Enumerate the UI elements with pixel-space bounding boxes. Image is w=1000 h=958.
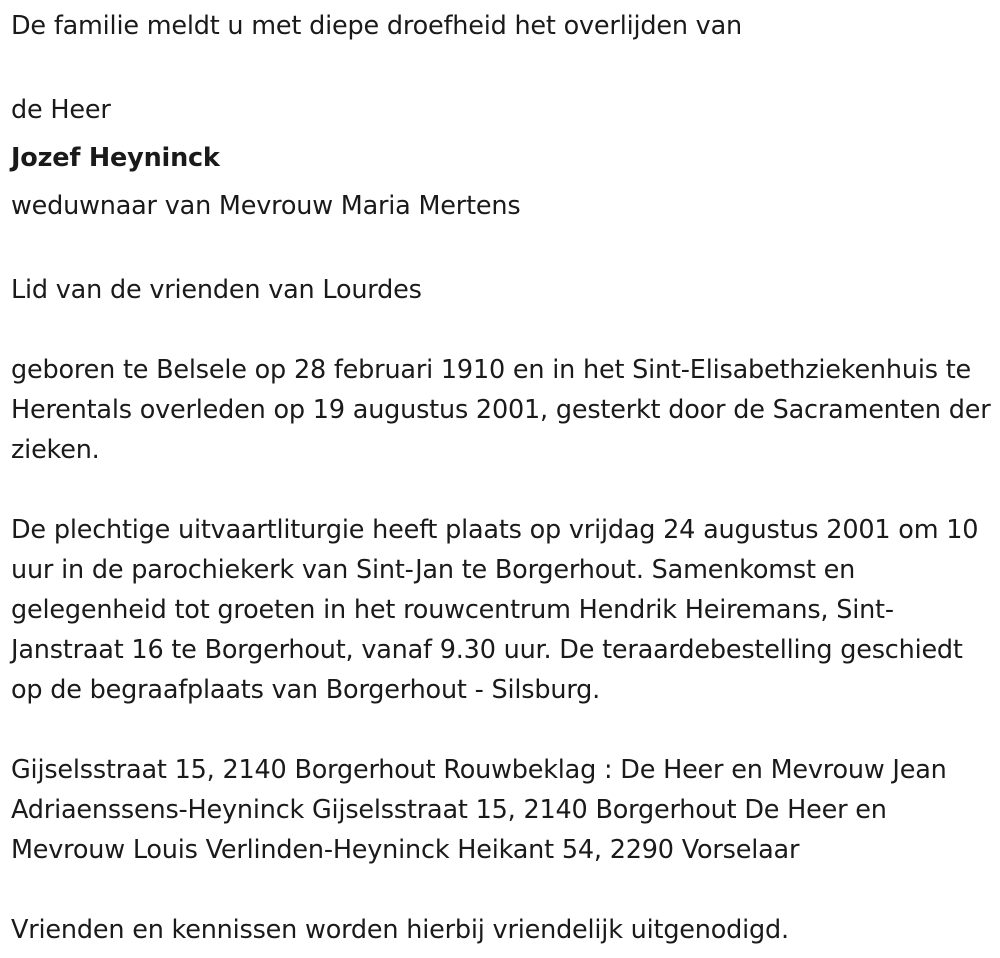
spacer xyxy=(11,310,996,350)
funeral-paragraph: De plechtige uitvaartliturgie heeft plaats op vrijdag 24 augustus 2001 om 10 uur in de parochiekerk van Sint-Jan te Borgerhout. Samenkomst en gelegenheid tot groeten in het rouwcentrum Hendrik Heiremans, Sint-Janstraat 16 te Borgerhout, vanaf 9.30 uur. De teraardebestelling geschiedt op de begraafplaats van Borgerhout - Silsburg. xyxy=(11,515,979,705)
birth-death-paragraph: geboren te Belsele op 28 februari 1910 en in het Sint-Elisabethziekenhuis te Herentals overleden op 19 augustus 2001, gesterkt door de Sacramenten der zieken. xyxy=(11,355,991,465)
membership-text: Lid van de vrienden van Lourdes xyxy=(11,275,422,305)
address-paragraph: Gijselsstraat 15, 2140 Borgerhout Rouwbeklag : De Heer en Mevrouw Jean Adriaenssens-Heyninck Gijselsstraat 15, 2140 Borgerhout De Heer en Mevrouw Louis Verlinden-Heyninck Heikant 54, 2290 Vorselaar xyxy=(11,755,947,865)
spacer xyxy=(11,470,996,510)
invitation-text: Vrienden en kennissen worden hierbij vriendelijk uitgenodigd. xyxy=(11,915,789,945)
deceased-name: Jozef Heyninck xyxy=(11,143,220,173)
spacer xyxy=(11,870,996,910)
spacer xyxy=(11,46,996,86)
relation-text: weduwnaar van Mevrouw Maria Mertens xyxy=(11,191,521,221)
death-notice xyxy=(11,6,996,950)
honorific: de Heer xyxy=(11,95,111,125)
intro-text: De familie meldt u met diepe droefheid het overlijden van xyxy=(11,11,742,41)
spacer xyxy=(11,710,996,750)
spacer xyxy=(11,230,996,270)
